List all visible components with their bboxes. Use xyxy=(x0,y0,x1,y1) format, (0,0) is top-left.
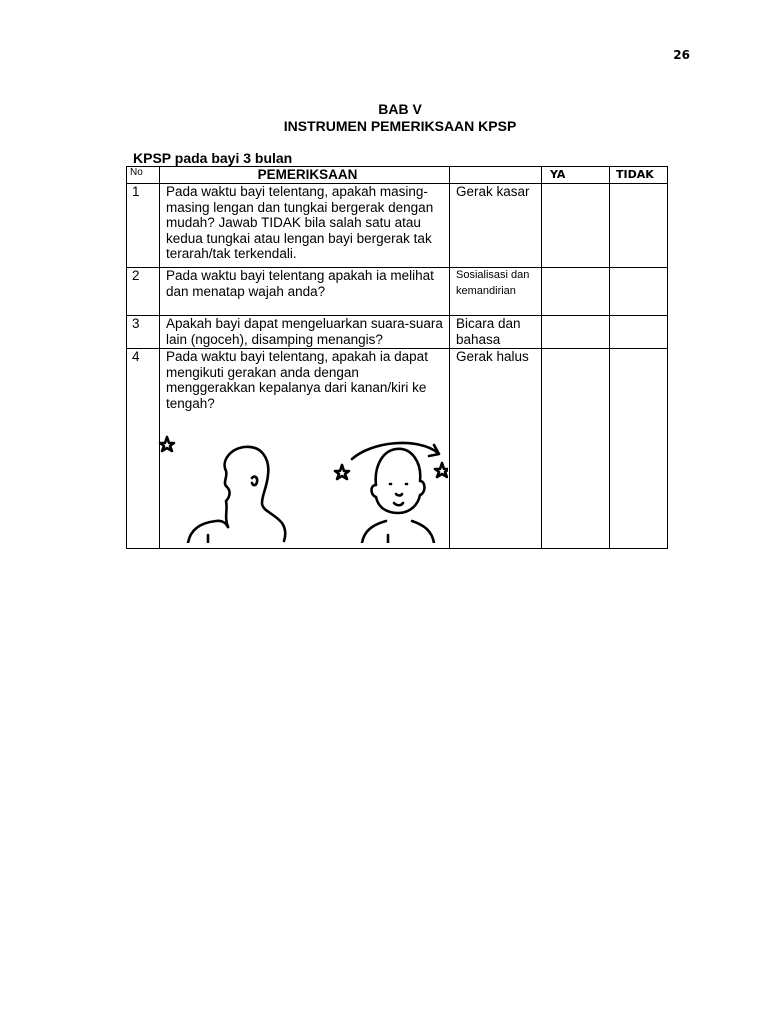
row-number: 4 xyxy=(127,349,160,549)
header-category xyxy=(450,167,542,184)
category-text: Gerak halus xyxy=(450,349,542,549)
question-cell xyxy=(160,349,450,549)
answer-tidak-cell[interactable] xyxy=(610,268,668,316)
answer-tidak-cell[interactable] xyxy=(610,316,668,349)
table-row xyxy=(127,184,668,268)
chapter-heading: BAB V xyxy=(378,101,422,117)
star-icon xyxy=(435,463,448,477)
answer-ya-cell[interactable] xyxy=(542,268,610,316)
table-header-row xyxy=(127,167,668,184)
question-text: Pada waktu bayi telentang, apakah ia dapat mengikuti gerakan anda dengan menggerakkan kepalanya dari kanan/kiri ke tengah? xyxy=(166,349,428,411)
answer-ya-cell[interactable] xyxy=(542,349,610,549)
answer-ya-cell[interactable] xyxy=(542,316,610,349)
row-number: 3 xyxy=(127,316,160,349)
question-text: Pada waktu bayi telentang apakah ia melihat dan menatap wajah anda? xyxy=(160,268,450,316)
answer-ya-cell[interactable] xyxy=(542,184,610,268)
category-text: Bicara dan bahasa xyxy=(450,316,542,349)
question-text: Apakah bayi dapat mengeluarkan suara-suara lain (ngoceh), disamping menangis? xyxy=(160,316,450,349)
baby-head-illustration xyxy=(158,431,448,543)
header-no: No xyxy=(127,167,160,184)
row-number: 1 xyxy=(127,184,160,268)
star-icon xyxy=(160,437,174,451)
baby-front-head xyxy=(372,449,425,513)
arc-arrow xyxy=(352,443,438,459)
table-row xyxy=(127,268,668,316)
document-title: INSTRUMEN PEMERIKSAAN KPSP xyxy=(283,118,517,134)
page-number: 26 xyxy=(673,48,690,62)
table-row xyxy=(127,349,668,549)
star-icon xyxy=(335,465,349,479)
title-block xyxy=(0,101,768,135)
section-title: KPSP pada bayi 3 bulan xyxy=(133,150,293,166)
answer-tidak-cell[interactable] xyxy=(610,349,668,549)
question-text: Pada waktu bayi telentang, apakah masing-masing lengan dan tungkai bergerak dengan mudah? Jawab TIDAK bila salah satu atau kedua tungkai atau lengan bayi bergerak tak terarah/tak terkendali. xyxy=(160,184,450,268)
kpsp-table xyxy=(126,166,668,549)
category-text: Sosialisasi dan kemandirian xyxy=(450,268,542,316)
header-exam: PEMERIKSAAN xyxy=(160,167,450,184)
header-tidak: TIDAK xyxy=(610,167,668,184)
header-ya: YA xyxy=(542,167,610,184)
answer-tidak-cell[interactable] xyxy=(610,184,668,268)
category-text: Gerak kasar xyxy=(450,184,542,268)
table-row xyxy=(127,316,668,349)
baby-profile-head xyxy=(225,447,286,541)
row-number: 2 xyxy=(127,268,160,316)
